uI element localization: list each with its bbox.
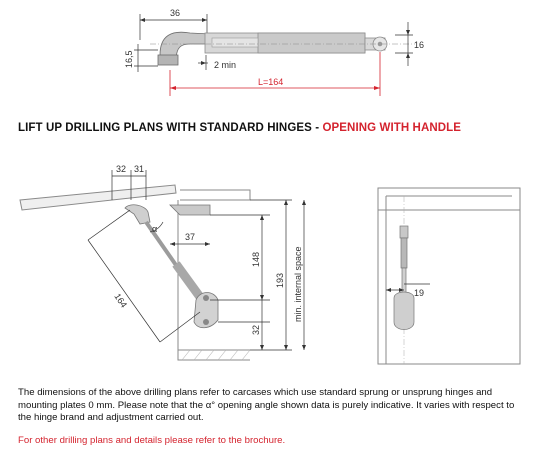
- dim-31: 31: [134, 164, 145, 174]
- dim-16-5: 16,5: [124, 50, 134, 68]
- front-view-drawing: [370, 185, 530, 375]
- dim-32b: 32: [251, 324, 261, 335]
- dim-148: 148: [251, 251, 261, 267]
- dim-2min: 2 min: [214, 60, 237, 70]
- dim-164: 164: [112, 291, 130, 310]
- dim-32a: 32: [116, 164, 127, 174]
- dim-L: L=164: [258, 77, 284, 87]
- dim-internal-space: min. internal space: [293, 246, 303, 322]
- section-heading: [18, 122, 461, 134]
- brochure-note: For other drilling plans and details please refer to the brochure.: [18, 435, 286, 446]
- dim-193: 193: [275, 272, 285, 288]
- dim-36: 36: [170, 8, 181, 18]
- side-view-drawing: [0, 140, 360, 380]
- gas-strut-drawing: [0, 0, 534, 110]
- heading-accent: OPENING WITH HANDLE: [322, 122, 462, 134]
- dim-37: 37: [185, 232, 196, 242]
- dim-16: 16: [414, 40, 425, 50]
- dim-alpha: α: [152, 224, 158, 234]
- heading-main: LIFT UP DRILLING PLANS WITH STANDARD HINGES -: [18, 122, 320, 134]
- dim-19: 19: [414, 288, 425, 298]
- drilling-plan-description: The dimensions of the above drilling plans refer to carcases which use standard sprung or unsprung hinges and mounting plates 0 mm. Please note that the α° opening angle shown data is purely indicative. It varies with respect to the hinge brand and adjustment carried out.: [18, 387, 515, 423]
